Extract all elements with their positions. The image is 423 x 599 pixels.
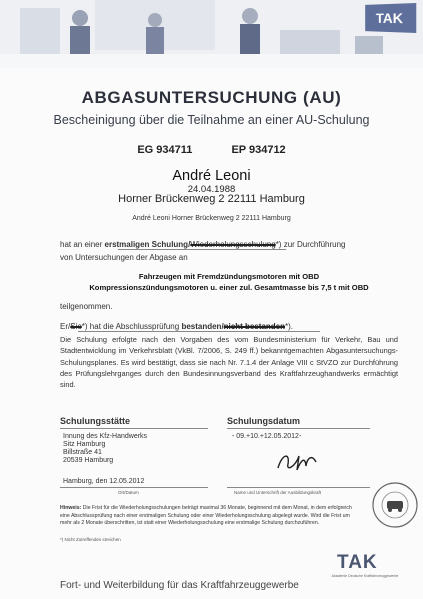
text-abschlusspruefung: *) hat die Abschlussprüfung	[81, 322, 180, 331]
schulungsstaette-line-3: Billstraße 41	[63, 449, 102, 456]
tak-sign: TAK	[365, 3, 416, 33]
exam-result-underline	[78, 331, 320, 332]
schulungsstaette-heading: Schulungsstätte	[60, 416, 131, 426]
footer-text: Fort- und Weiterbildung für das Kraftfahrzeuggewerbe	[60, 580, 299, 591]
text-wiederholungsschulung-struck: Wiederholungsschulung	[190, 240, 276, 249]
page-title: ABGASUNTERSUCHUNG (AU)	[81, 88, 342, 107]
place-date: Hamburg, den 12.05.2012	[63, 478, 145, 485]
text-hat-an-einer: hat an einer	[60, 240, 103, 249]
schulungsstaette-line-4: 20539 Hamburg	[63, 457, 114, 464]
training-type-line	[60, 240, 346, 249]
schulungsstaette-line-1: Innung des Kfz-Handwerks	[63, 433, 148, 440]
schulungsstaette-line-2: Sitz Hamburg	[63, 441, 106, 448]
footnote: *) Nicht Zutreffendes streichen	[60, 537, 121, 542]
training-type-underline	[118, 249, 286, 250]
header-illustration	[0, 0, 423, 68]
guild-stamp	[370, 480, 420, 530]
participant-address: Horner Brückenweg 2 22111 Hamburg	[118, 193, 305, 205]
legal-paragraph: Die Schulung erfolgte nach den Vorgaben des vom Bundesministerium für Verkehr, Bau und Stadtentwicklung im Verkehrsblatt (VkBl. 7/2006, S. 249 ff.) bekanntgemachten Abgasuntersuchungs-Schulungsplanes. Es wird bestätigt, dass sie nach Nr. 7.1.4 der Anlage VIII c StVZO zur Durchführung des Prüfungslehrganges durch den Bundesinnungsverband des Kraftfahrzeughandwerks ermächtigt sind.	[60, 335, 398, 390]
text-bestanden: bestanden/	[181, 322, 224, 331]
vehicle-category-2: Kompressionszündungsmotoren u. einer zul. Gesamtmasse bis 7,5 t mit OBD	[89, 283, 369, 292]
signature-underline	[227, 487, 370, 488]
place-date-label: Ort/Datum	[118, 490, 139, 495]
text-teilgenommen: teilgenommen.	[60, 302, 113, 311]
workshop-illustration	[0, 0, 423, 68]
exam-result-line	[60, 322, 293, 331]
signature-image	[272, 448, 322, 476]
text-exam-end: *).	[285, 322, 294, 331]
tak-logo-subtitle: Akademie Deutsche Kraftfahrzeuggewerbe	[331, 574, 399, 578]
cert-number-ep: EP 934712	[231, 144, 286, 156]
text-er: Er/	[60, 322, 71, 331]
schulungsdatum-underline	[227, 428, 370, 429]
text-nicht-bestanden-struck: nicht bestanden	[223, 322, 286, 331]
participant-dob: 24.04.1988	[187, 184, 236, 195]
schulungsstaette-underline	[60, 428, 208, 429]
text-erstmalige-schulung: erstmaligen Schulung/	[104, 240, 191, 249]
text-zur-durchfuehrung: *) zur Durchführung	[275, 240, 346, 249]
certificate-numbers	[0, 144, 423, 156]
text-sie-struck: Sie	[70, 322, 82, 331]
text-untersuchungen: von Untersuchungen der Abgase an	[60, 253, 188, 262]
vehicle-category-1: Fahrzeugen mit Fremdzündungsmotoren mit OBD	[138, 272, 320, 281]
signature-label: Name und Unterschrift der Ausbildungskraft	[234, 490, 322, 495]
page-subtitle: Bescheinigung über die Teilnahme an einer AU-Schulung	[53, 113, 370, 127]
participant-name: André Leoni	[172, 168, 251, 184]
hinweis-label: Hinweis:	[60, 505, 82, 511]
hinweis-text: Die Frist für die Wiederholungsschulungen beträgt maximal 36 Monate, beginnend mit dem Monat, in dem erfolgreich eine Abschlussprüfung nach einer erstmaligen Schulung oder einer Wiederholungsschulung abgelegt wurde. Wird die Frist um mehr als 2 Monate überschritten, ist statt einer Wiederholungsschulung eine erstmalige Schulung durchzuführen.	[60, 505, 352, 526]
place-date-underline	[60, 487, 208, 488]
participant-address-small: André Leoni Horner Brückenweg 2 22111 Hamburg	[132, 215, 291, 222]
cert-number-eg: EG 934711	[137, 144, 193, 156]
schulungsdatum-heading: Schulungsdatum	[227, 416, 301, 426]
tak-logo: TAK	[337, 552, 378, 573]
training-dates: - 09.+10.+12.05.2012-	[232, 433, 302, 440]
hinweis-note	[60, 505, 360, 528]
